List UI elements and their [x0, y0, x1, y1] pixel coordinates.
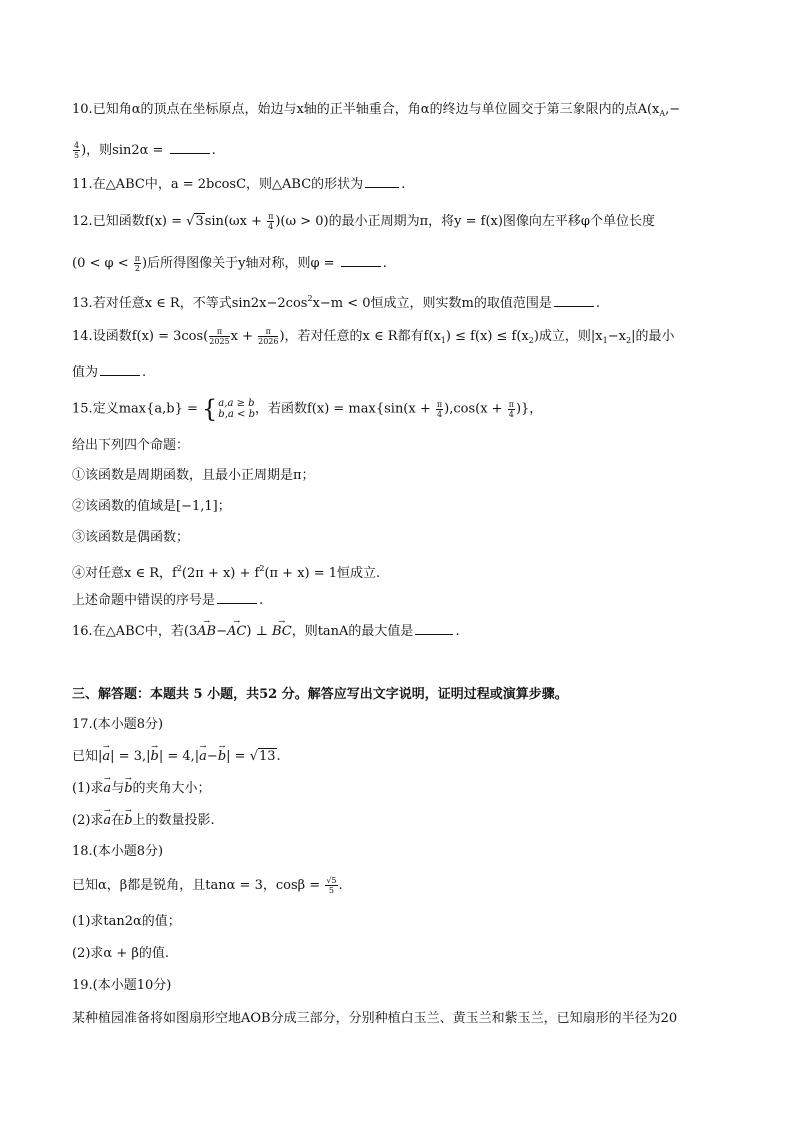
question-10-line-2: $\frac{4}{5}$ )，则sin2α = .: [74, 141, 216, 160]
question-18-part-2: (2)求α + β的值.: [72, 946, 169, 961]
question-15-item-1: ①该函数是周期函数，且最小正周期是π；: [72, 468, 315, 483]
answer-blank: [554, 293, 594, 307]
question-11: 11.在△ABC中，a = 2bcosC，则△ABC的形状为 .: [72, 174, 405, 196]
answer-blank: [217, 590, 257, 604]
answer-blank: [170, 140, 210, 154]
answer-blank: [100, 362, 140, 376]
question-15-item-2: ②该函数的值域是[−1,1]；: [72, 499, 231, 514]
question-10-line-1: 10.已知角α的顶点在坐标原点，始边与x轴的正半轴重合，角α的终边与单位圆交于第三象限内的点$A(x_A,-$: [72, 102, 681, 118]
question-18-heading: 18.(本小题8分): [72, 844, 164, 859]
answer-blank: [341, 253, 381, 267]
question-17-heading: 17.(本小题8分): [72, 717, 164, 732]
question-19-text: 某种植园准备将如图扇形空地AOB分成三部分，分别种植白玉兰、黄玉兰和紫玉兰，已知扇形的半径为20: [72, 1011, 678, 1026]
question-12-line-1: 12.已知函数f(x) = √3sin(ωx + $\frac{\pi}{4}$ )(ω > 0)的最小正周期为π，将y = f(x)图像向左平移φ个单位长度: [72, 212, 656, 231]
question-14-line-2: 值为 .: [72, 362, 146, 384]
question-18-given: 已知α，β都是锐角，且tanα = 3，cosβ = $\frac{√5}{5}$ .: [72, 876, 343, 895]
question-17-part-2: (2)求→ a在→ b上的数量投影.: [72, 810, 215, 832]
answer-blank: [365, 174, 399, 188]
question-19-heading: 19.(本小题10分): [72, 978, 172, 993]
question-15: 15.定义max{a,b} = { a,a ≥ b b,a < b ，若函数f(x) = max{sin(x + $\frac{\pi}{4}$ ),cos(x + $\frac{\pi}{4}$ )}，: [72, 395, 543, 423]
question-16: 16.在△ABC中，若(3→ AB−→ AC) ⊥ → BC，则tanA的最大值是 .: [72, 621, 460, 643]
answer-blank: [415, 621, 453, 635]
question-15-item-3: ③该函数是偶函数；: [72, 530, 190, 545]
question-15-item-4: ④对任意x ∈ R，$f^2(2\pi + x) + f^2(\pi + x) = 1$恒成立.: [72, 564, 381, 581]
question-14-line-1: 14.设函数f(x) = 3cos( $\frac{\pi}{2025}$ x + $\frac{\pi}{2026}$ )，若对任意的x ∈ R都有$f(x_1) \le f(x) \le f(x_2)$成立，则$|x_1-x_2|$的最小: [72, 327, 675, 346]
fraction: $\frac{4}{5}$: [74, 141, 80, 160]
section-3-heading: 三、解答题：本题共 5 小题，共52 分。解答应写出文字说明，证明过程或演算步骤。: [72, 687, 568, 702]
question-17-part-1: (1)求→ a与→ b的夹角大小；: [72, 778, 211, 800]
question-15-intro: 给出下列四个命题：: [72, 438, 190, 453]
question-13: 13.若对任意x ∈ R，不等式$\sin 2x-2\cos^2x-m < 0$恒成立，则实数m的取值范围是 .: [72, 294, 600, 311]
question-15-ask: 上述命题中错误的序号是 .: [72, 590, 263, 612]
question-18-part-1: (1)求tan2α的值；: [72, 914, 181, 929]
question-12-line-2: (0 < φ < $\frac{\pi}{2}$ )后所得图像关于y轴对称，则φ = .: [72, 254, 387, 273]
question-17-given: 已知|→ a| = 3,|→ b| = 4,|→ a−→ b| = √13.: [72, 746, 281, 768]
